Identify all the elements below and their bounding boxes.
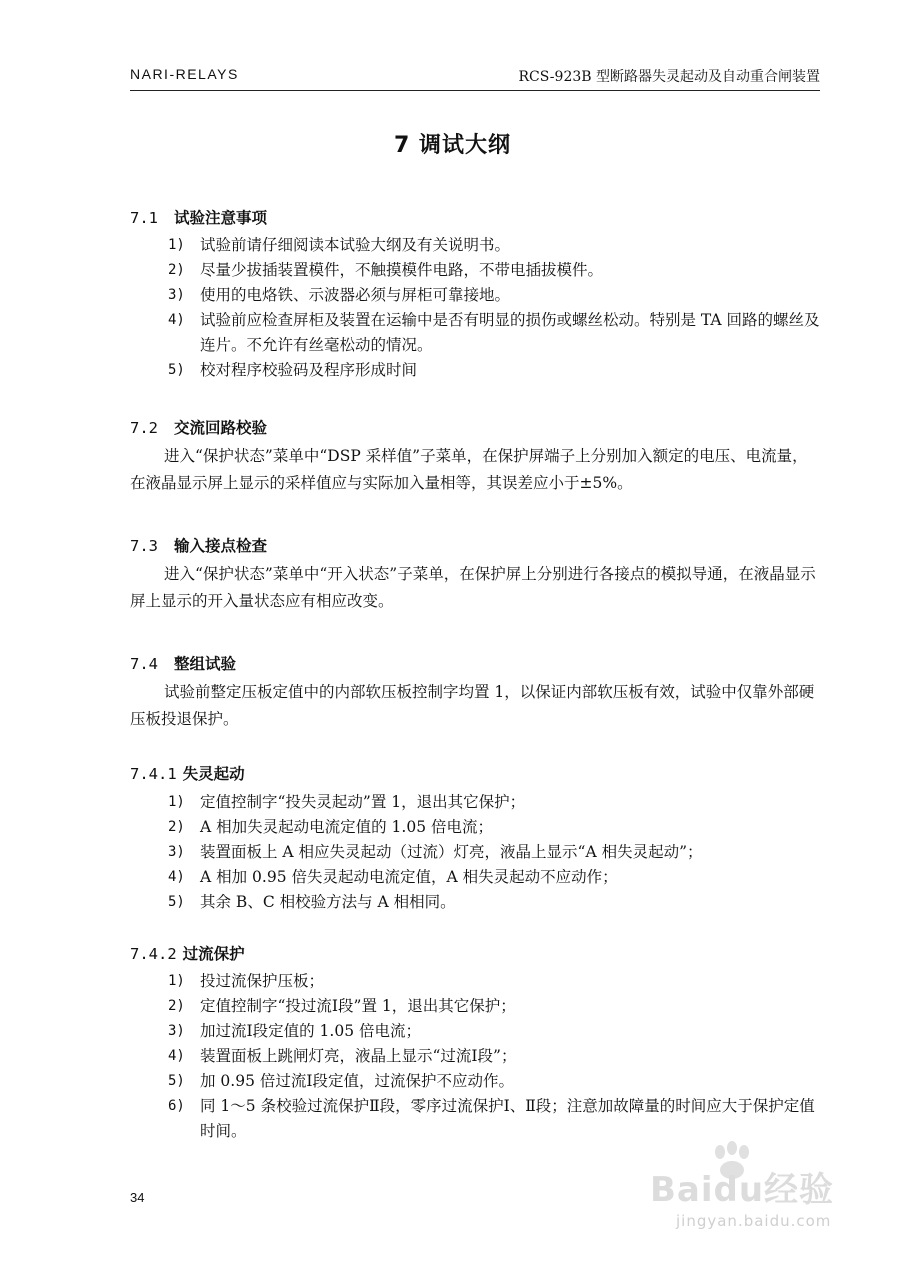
item-text: 定值控制字“投失灵起动”置 1，退出其它保护； [200,793,526,811]
paragraph-7-2: 进入“保护状态”菜单中“DSP 采样值”子菜单，在保护屏端子上分别加入额定的电压、电流量，在液晶显示屏上显示的采样值应与实际加入量相等，其误差应小于±5%。 [130,447,808,492]
list-item [130,790,820,815]
item-number: 1) [168,237,185,253]
item-text: 尽量少拔插装置模件，不触摸模件电路，不带电插拔模件。 [200,261,604,279]
item-text: 投过流保护压板； [200,972,325,990]
item-number: 6) [168,1098,185,1114]
item-number: 2) [168,998,185,1014]
watermark-url: jingyan.baidu.com [676,1212,832,1230]
list-7-1 [130,233,820,383]
subsection-heading-7-4-1 [130,762,245,784]
item-number: 2) [168,262,185,278]
list-item [130,1044,820,1069]
watermark-brand: Baidu经验 [650,1170,835,1210]
list-item [130,308,820,358]
list-item [130,840,820,865]
section-heading-7-4 [130,652,236,674]
item-text: 装置面板上跳闸灯亮，液晶上显示“过流Ⅰ段”； [200,1047,517,1065]
item-number: 1) [168,973,185,989]
item-number: 5) [168,894,185,910]
section-title: 交流回路校验 [174,419,268,437]
header-company: NARI-RELAYS [130,66,239,82]
item-text: A 相加 0.95 倍失灵起动电流定值，A 相失灵起动不应动作； [200,868,618,886]
page-header [130,64,820,91]
item-number: 1) [168,794,185,810]
section-heading-7-1 [130,206,267,228]
section-title: 输入接点检查 [174,537,268,555]
section-number: 7.2 [130,419,158,437]
item-number: 5) [168,362,185,378]
subsection-title: 过流保护 [182,944,245,963]
list-item [130,865,820,890]
item-text: 校对程序校验码及程序形成时间 [200,361,418,379]
section-number: 7.1 [130,209,158,227]
item-text: 加过流Ⅰ段定值的 1.05 倍电流； [200,1022,421,1040]
item-text: A 相加失灵起动电流定值的 1.05 倍电流； [200,818,493,836]
item-number: 3) [168,844,185,860]
item-number: 2) [168,819,185,835]
chapter-title: 7 调试大纲 [394,133,511,158]
baidu-watermark [640,1140,840,1240]
item-number: 4) [168,1048,185,1064]
list-item [130,358,820,383]
list-item [130,815,820,840]
section-heading-7-2 [130,416,267,438]
section-heading-7-3 [130,534,267,556]
list-item [130,233,820,258]
section-number: 7.4 [130,655,158,673]
subsection-title: 失灵起动 [182,764,245,783]
subsection-number: 7.4.2 [130,945,177,963]
list-item [130,1094,820,1144]
list-item [130,994,820,1019]
item-number: 4) [168,869,185,885]
item-text: 试验前请仔细阅读本试验大纲及有关说明书。 [200,236,511,254]
subsection-number: 7.4.1 [130,765,177,783]
item-number: 5) [168,1073,185,1089]
paragraph-7-3: 进入“保护状态”菜单中“开入状态”子菜单，在保护屏上分别进行各接点的模拟导通，在液晶显示屏上显示的开入量状态应有相应改变。 [130,565,816,610]
item-text: 试验前应检查屏柜及装置在运输中是否有明显的损伤或螺丝松动。特别是 TA 回路的螺丝及连片。不允许有丝毫松动的情况。 [200,311,820,354]
item-text: 同 1～5 条校验过流保护Ⅱ段，零序过流保护Ⅰ、Ⅱ段；注意加故障量的时间应大于保护定值时间。 [200,1097,815,1140]
list-item [130,890,820,915]
section-title: 整组试验 [174,655,237,673]
item-number: 4) [168,312,185,328]
header-product-title: RCS-923B 型断路器失灵起动及自动重合闸装置 [518,69,820,85]
item-text: 定值控制字“投过流Ⅰ段”置 1，退出其它保护； [200,997,516,1015]
list-7-4-1 [130,790,820,915]
list-item [130,1069,820,1094]
list-item [130,283,820,308]
item-text: 其余 B、C 相校验方法与 A 相相同。 [200,893,456,911]
item-text: 使用的电烙铁、示波器必须与屏柜可靠接地。 [200,286,511,304]
page-number: 34 [130,1190,145,1205]
section-number: 7.3 [130,537,158,555]
item-number: 3) [168,1023,185,1039]
subsection-heading-7-4-2 [130,942,245,964]
item-text: 装置面板上 A 相应失灵起动（过流）灯亮，液晶上显示“A 相失灵起动”； [200,843,703,861]
list-7-4-2 [130,969,820,1144]
section-title: 试验注意事项 [174,209,268,227]
item-number: 3) [168,287,185,303]
list-item [130,1019,820,1044]
item-text: 加 0.95 倍过流Ⅰ段定值，过流保护不应动作。 [200,1072,514,1090]
list-item [130,969,820,994]
list-item [130,258,820,283]
paragraph-7-4: 试验前整定压板定值中的内部软压板控制字均置 1，以保证内部软压板有效，试验中仅靠外部硬压板投退保护。 [130,683,815,728]
